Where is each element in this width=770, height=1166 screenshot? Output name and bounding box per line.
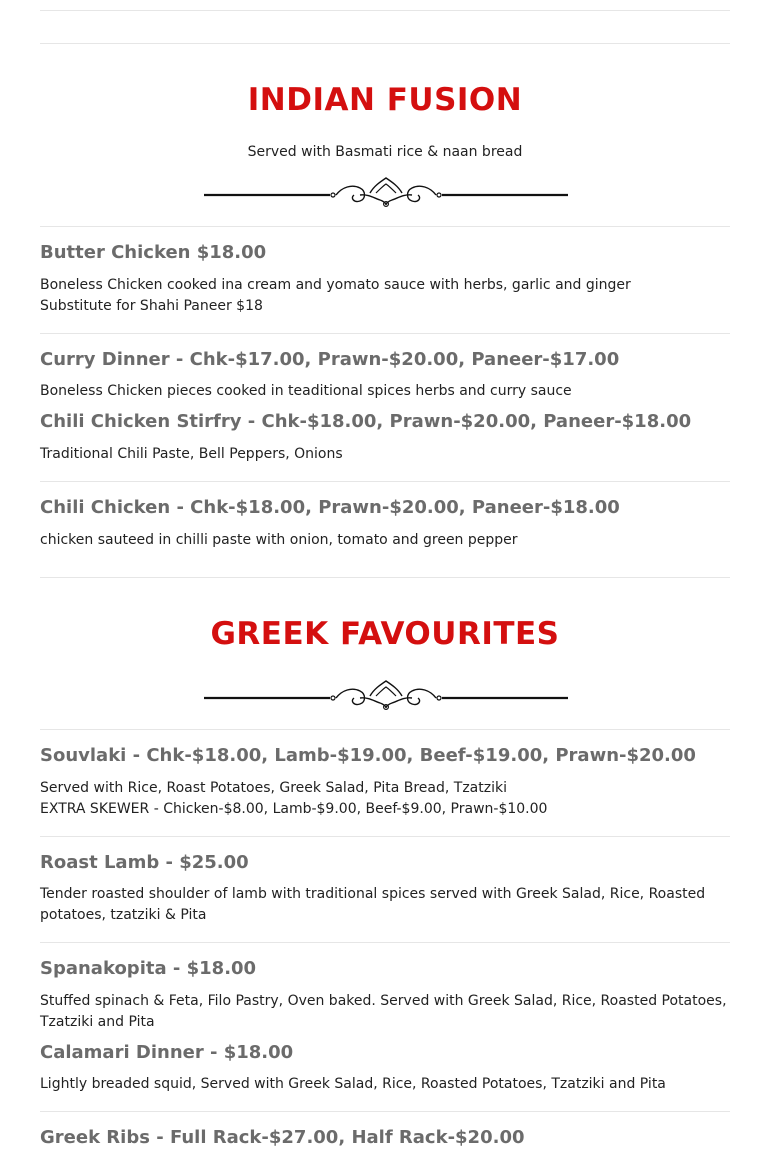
divider xyxy=(40,1111,730,1112)
menu-item-name: Chili Chicken Stirfry - Chk-$18.00, Prawn-$20.00, Paneer-$18.00 xyxy=(40,411,692,432)
menu-item-name: Curry Dinner - Chk-$17.00, Prawn-$20.00, Paneer-$17.00 xyxy=(40,349,620,370)
menu-item-name: Spanakopita - $18.00 xyxy=(40,958,257,979)
menu-item-description xyxy=(40,778,730,820)
divider xyxy=(40,226,730,227)
description-line: Boneless Chicken pieces cooked in teaditional spices herbs and curry sauce xyxy=(40,383,572,399)
menu-item-description xyxy=(40,991,730,1033)
menu-item-name: Chili Chicken - Chk-$18.00, Prawn-$20.00, Paneer-$18.00 xyxy=(40,497,620,518)
section-subtitle: Served with Basmati rice & naan bread xyxy=(247,144,523,160)
description-line: Lightly breaded squid, Served with Greek Salad, Rice, Roasted Potatoes, Tzatziki and Pita xyxy=(40,1076,666,1092)
menu-item-name: Greek Ribs - Full Rack-$27.00, Half Rack-$20.00 xyxy=(40,1127,525,1148)
description-line: chicken sauteed in chilli paste with onion, tomato and green pepper xyxy=(40,532,518,548)
section-title-greek-favourites: GREEK FAVOURITES xyxy=(210,616,560,652)
divider xyxy=(40,43,730,44)
section-title-indian-fusion: INDIAN FUSION xyxy=(247,82,523,118)
divider xyxy=(40,577,730,578)
description-line: Served with Rice, Roast Potatoes, Greek Salad, Pita Bread, Tzatziki xyxy=(40,780,507,796)
ornamental-flourish-divider-icon xyxy=(202,677,570,711)
menu-item-name: Roast Lamb - $25.00 xyxy=(40,852,249,873)
description-line: Stuffed spinach & Feta, Filo Pastry, Oven baked. Served with Greek Salad, Rice, Roasted Potatoes, xyxy=(40,993,727,1009)
divider xyxy=(40,729,730,730)
menu-item-description xyxy=(40,884,730,926)
description-line: Traditional Chili Paste, Bell Peppers, Onions xyxy=(40,446,343,462)
ornamental-flourish-divider-icon xyxy=(202,174,570,208)
divider xyxy=(40,836,730,837)
menu-item-name: Calamari Dinner - $18.00 xyxy=(40,1042,294,1063)
menu-item-description xyxy=(40,530,730,551)
description-line: Boneless Chicken cooked ina cream and yomato sauce with herbs, garlic and ginger xyxy=(40,277,631,293)
description-line: potatoes, tzatziki & Pita xyxy=(40,907,207,923)
divider xyxy=(40,942,730,943)
divider xyxy=(40,333,730,334)
description-line: Tzatziki and Pita xyxy=(40,1014,155,1030)
menu-item-description xyxy=(40,275,730,317)
menu-item-description xyxy=(40,444,730,465)
divider xyxy=(40,10,730,11)
description-line: Tender roasted shoulder of lamb with traditional spices served with Greek Salad, Rice, Roasted xyxy=(40,886,706,902)
menu-item-name: Souvlaki - Chk-$18.00, Lamb-$19.00, Beef-$19.00, Prawn-$20.00 xyxy=(40,745,696,766)
menu-item-description xyxy=(40,1074,730,1095)
description-line: EXTRA SKEWER - Chicken-$8.00, Lamb-$9.00, Beef-$9.00, Prawn-$10.00 xyxy=(40,801,548,817)
menu-item-description xyxy=(40,381,730,402)
divider xyxy=(40,481,730,482)
description-line: Substitute for Shahi Paneer $18 xyxy=(40,298,263,314)
menu-item-name: Butter Chicken $18.00 xyxy=(40,242,267,263)
